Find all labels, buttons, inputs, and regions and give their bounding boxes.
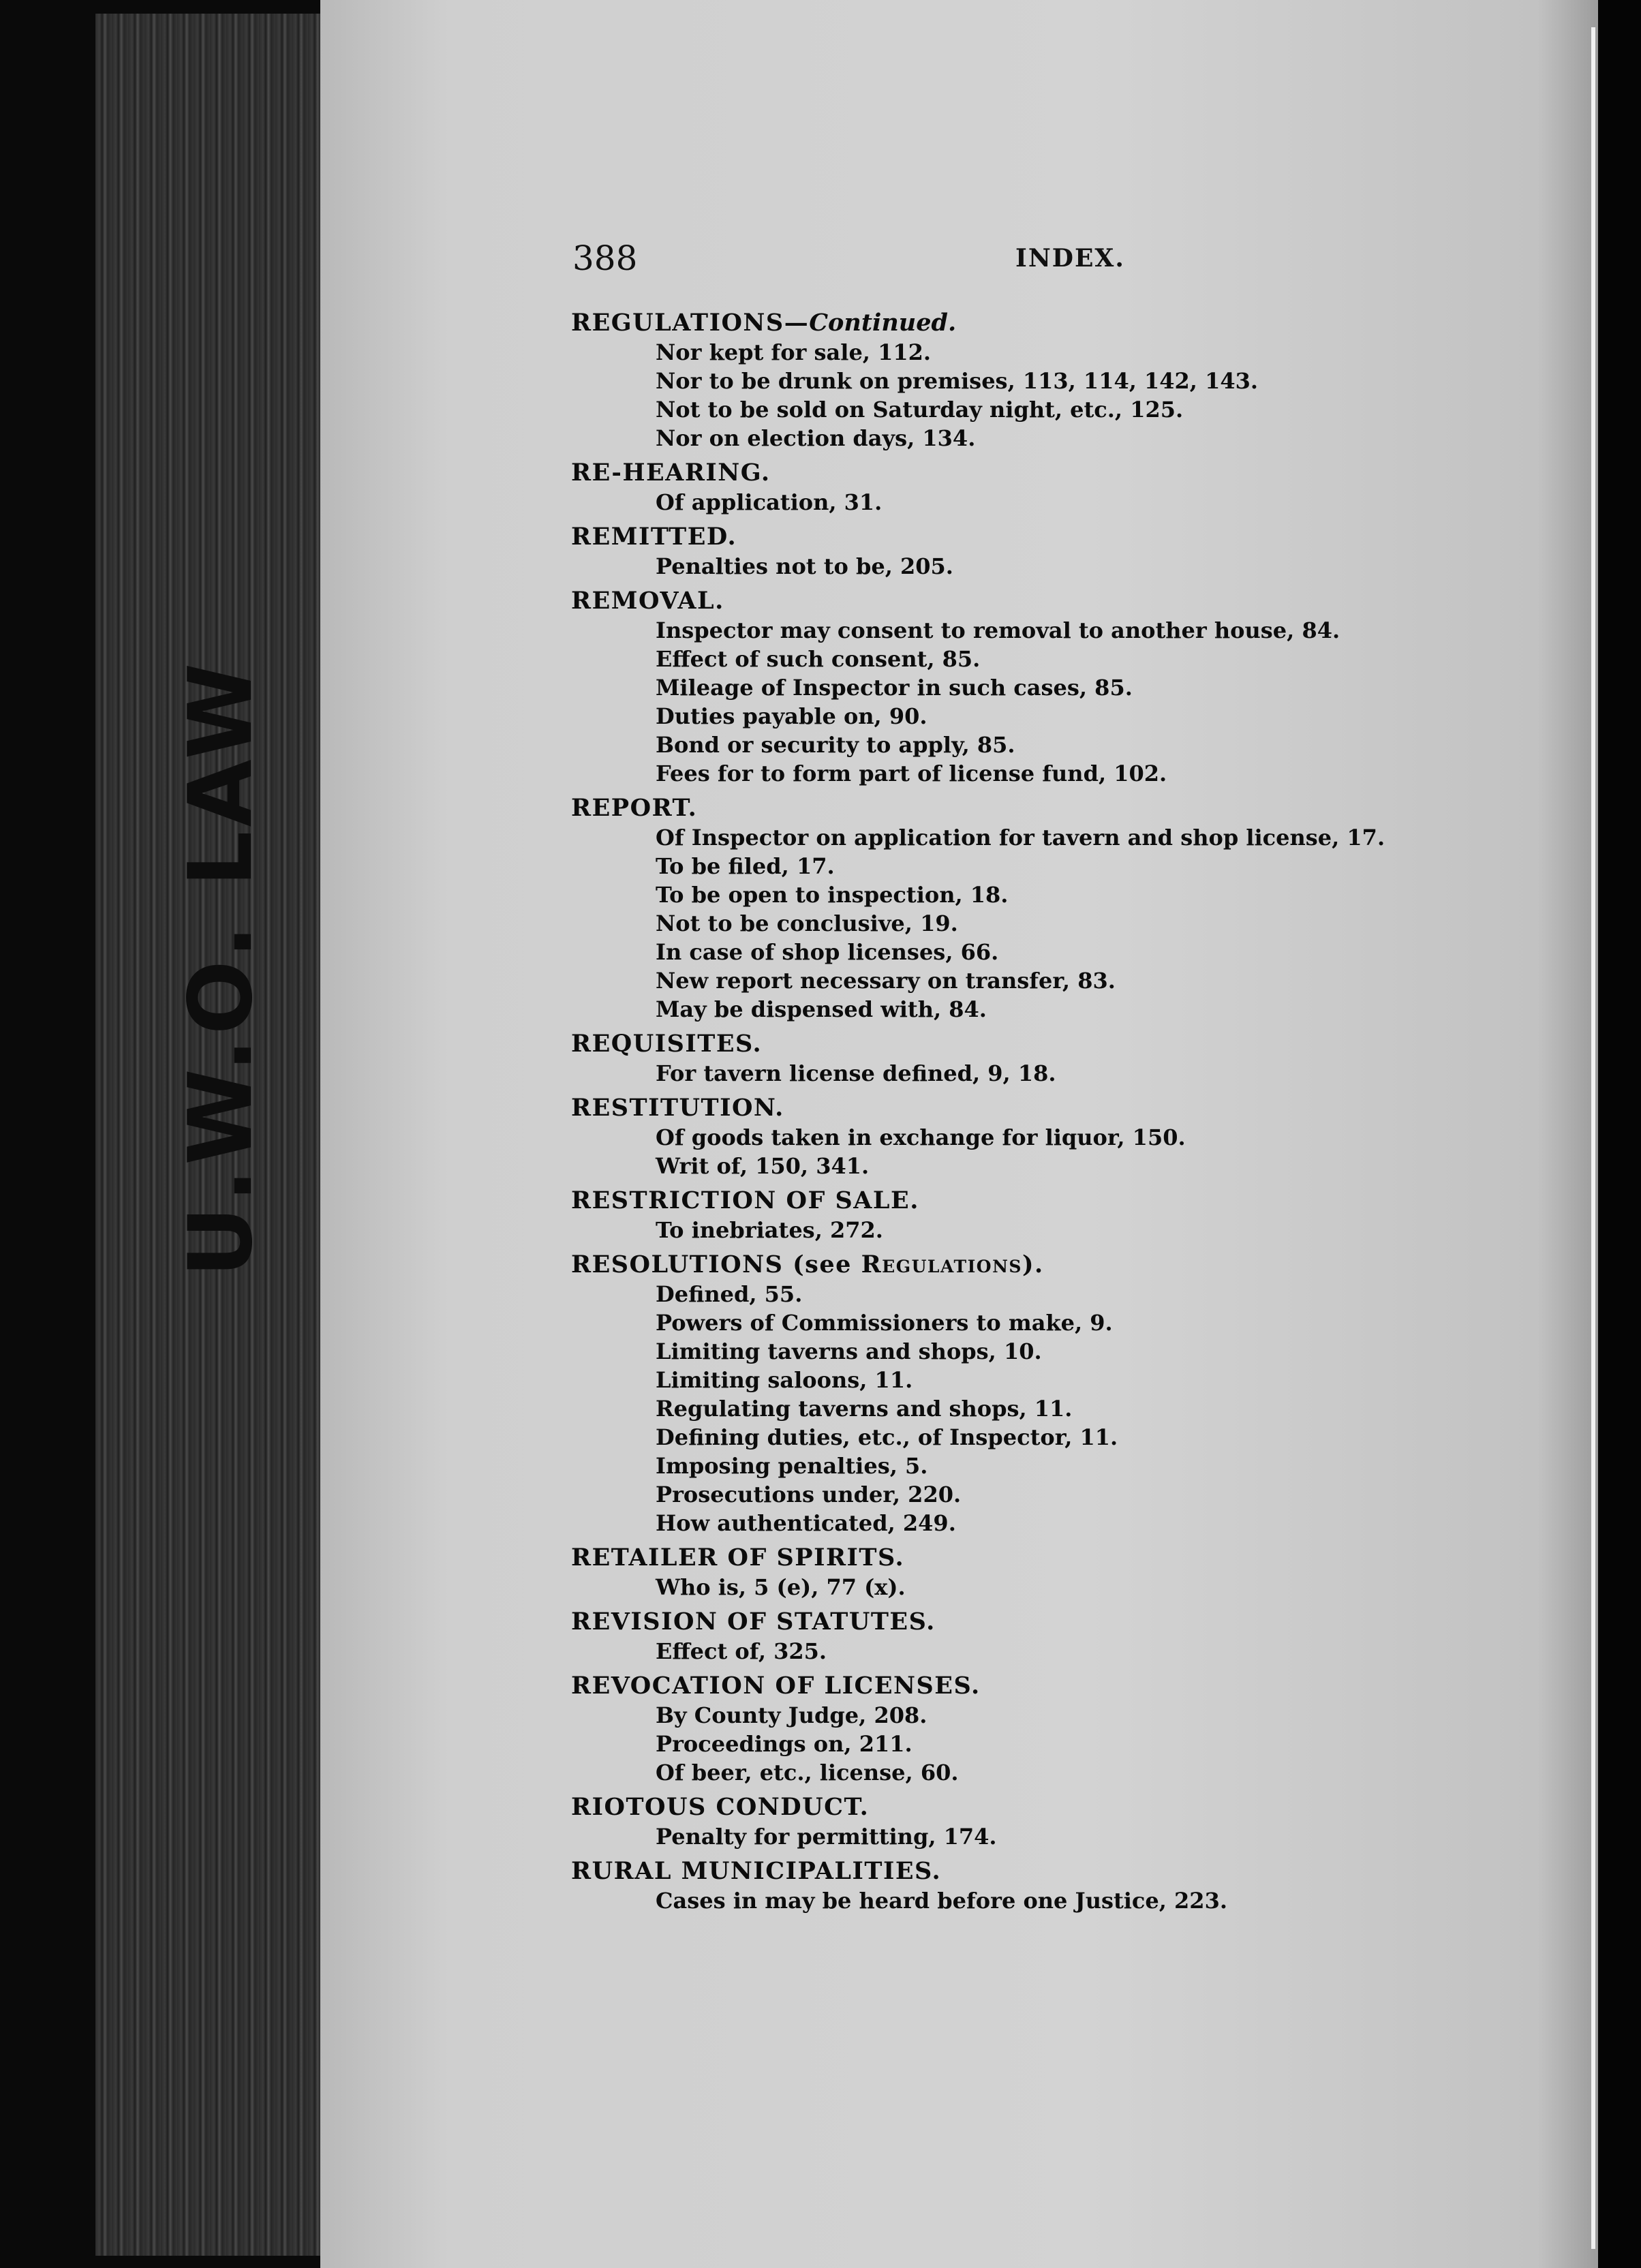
index-subentry: Of goods taken in exchange for liquor, 150. <box>656 1124 1186 1150</box>
index-heading <box>571 458 1498 488</box>
index-subentry: To inebriates, 272. <box>656 1217 883 1243</box>
index-entry <box>571 793 1498 1024</box>
index-list <box>571 308 1498 1920</box>
index-subentry: Penalties not to be, 205. <box>656 553 953 579</box>
index-subentry: Nor kept for sale, 112. <box>656 339 932 365</box>
index-heading-text: REMOVAL. <box>571 587 724 615</box>
index-subentry: Bond or security to apply, 85. <box>656 732 1015 758</box>
index-entry <box>571 1029 1498 1088</box>
index-heading-text: RE-HEARING. <box>571 459 771 487</box>
index-heading-text: RURAL MUNICIPALITIES. <box>571 1857 942 1885</box>
index-heading-continued: Continued. <box>809 309 957 337</box>
index-subentry: Prosecutions under, 220. <box>656 1482 962 1507</box>
index-heading <box>571 308 1498 338</box>
index-subentry: May be dispensed with, 84. <box>656 996 987 1022</box>
index-subentry: Imposing penalties, 5. <box>656 1453 928 1479</box>
index-subentry: Of application, 31. <box>656 489 883 515</box>
index-subentry: Limiting saloons, 11. <box>656 1367 913 1393</box>
index-heading <box>571 1856 1498 1886</box>
index-entry <box>571 522 1498 581</box>
index-subentry: Of Inspector on application for tavern and shop license, 17. <box>656 825 1385 850</box>
index-heading-text: REPORT. <box>571 794 698 822</box>
index-subentry: Limiting taverns and shops, 10. <box>656 1338 1042 1364</box>
right-border <box>1598 0 1641 2268</box>
index-subentry: Who is, 5 (e), 77 (x). <box>656 1574 906 1600</box>
index-entry <box>571 1856 1498 1915</box>
index-subentry: To be open to inspection, 18. <box>656 882 1009 908</box>
index-heading-text: RESTITUTION. <box>571 1094 784 1122</box>
index-subentry: Regulating taverns and shops, 11. <box>656 1396 1073 1422</box>
index-heading-text: RESOLUTIONS (see <box>571 1251 861 1278</box>
library-stamp-text: U.W.O. LAW <box>170 658 273 1277</box>
index-subentry: Cases in may be heard before one Justice, 223. <box>656 1888 1227 1914</box>
index-entry <box>571 1093 1498 1180</box>
index-heading <box>571 1029 1498 1059</box>
index-entry <box>571 458 1498 517</box>
index-entry <box>571 586 1498 788</box>
index-heading <box>571 1792 1498 1822</box>
index-heading <box>571 586 1498 616</box>
index-subentry: Not to be conclusive, 19. <box>656 910 958 936</box>
index-subentry: Effect of, 325. <box>656 1638 827 1664</box>
index-heading-text: REMITTED. <box>571 523 737 551</box>
index-subentry: Duties payable on, 90. <box>656 703 927 729</box>
index-heading-text: RESTRICTION OF SALE. <box>571 1186 919 1214</box>
index-subentry: Proceedings on, 211. <box>656 1731 912 1757</box>
index-subentry: Powers of Commissioners to make, 9. <box>656 1310 1113 1336</box>
index-heading <box>571 1250 1498 1280</box>
index-heading <box>571 1186 1498 1216</box>
index-heading-tail: ). <box>1022 1251 1044 1278</box>
index-subentry: Fees for to form part of license fund, 102. <box>656 761 1167 786</box>
page-edge-line <box>1591 27 1595 2249</box>
index-subentry: Mileage of Inspector in such cases, 85. <box>656 675 1133 701</box>
index-heading-text: REVOCATION OF LICENSES. <box>571 1672 981 1700</box>
index-subentry: Penalty for permitting, 174. <box>656 1824 997 1850</box>
index-subentry: Defined, 55. <box>656 1281 803 1307</box>
index-heading-crossref: Regulations <box>861 1251 1022 1278</box>
index-heading-text: REQUISITES. <box>571 1030 763 1058</box>
index-heading <box>571 1093 1498 1123</box>
page-header <box>572 239 1125 286</box>
index-heading <box>571 1543 1498 1573</box>
index-subentry: By County Judge, 208. <box>656 1702 927 1728</box>
index-subentry: Not to be sold on Saturday night, etc., 125. <box>656 397 1184 423</box>
index-subentry: To be filed, 17. <box>656 853 835 879</box>
index-heading-text: RETAILER OF SPIRITS. <box>571 1544 905 1572</box>
index-subentry: Of beer, etc., license, 60. <box>656 1760 959 1786</box>
index-subentry: Inspector may consent to removal to another house, 84. <box>656 617 1340 643</box>
index-entry <box>571 1607 1498 1666</box>
index-heading <box>571 793 1498 823</box>
index-entry <box>571 1543 1498 1602</box>
index-subentry: Nor on election days, 134. <box>656 425 976 451</box>
index-subentry: Writ of, 150, 341. <box>656 1153 870 1179</box>
index-heading-text: RIOTOUS CONDUCT. <box>571 1793 870 1821</box>
index-subentry: Defining duties, etc., of Inspector, 11. <box>656 1424 1118 1450</box>
index-heading-text: REGULATIONS— <box>571 309 810 337</box>
page-number: 388 <box>572 239 638 278</box>
index-heading <box>571 522 1498 552</box>
index-subentry: In case of shop licenses, 66. <box>656 939 999 965</box>
index-entry <box>571 1671 1498 1787</box>
index-entry <box>571 1250 1498 1537</box>
index-subentry: Nor to be drunk on premises, 113, 114, 142, 143. <box>656 368 1259 394</box>
running-head: INDEX. <box>1015 244 1125 273</box>
index-entry <box>571 1186 1498 1244</box>
index-subentry: For tavern license defined, 9, 18. <box>656 1060 1056 1086</box>
index-heading <box>571 1607 1498 1637</box>
index-heading <box>571 1671 1498 1701</box>
library-stamp <box>157 658 286 1277</box>
index-subentry: How authenticated, 249. <box>656 1510 956 1536</box>
index-subentry: New report necessary on transfer, 83. <box>656 968 1116 994</box>
index-entry <box>571 308 1498 453</box>
index-heading-text: REVISION OF STATUTES. <box>571 1608 936 1636</box>
index-entry <box>571 1792 1498 1851</box>
index-subentry: Effect of such consent, 85. <box>656 646 981 672</box>
